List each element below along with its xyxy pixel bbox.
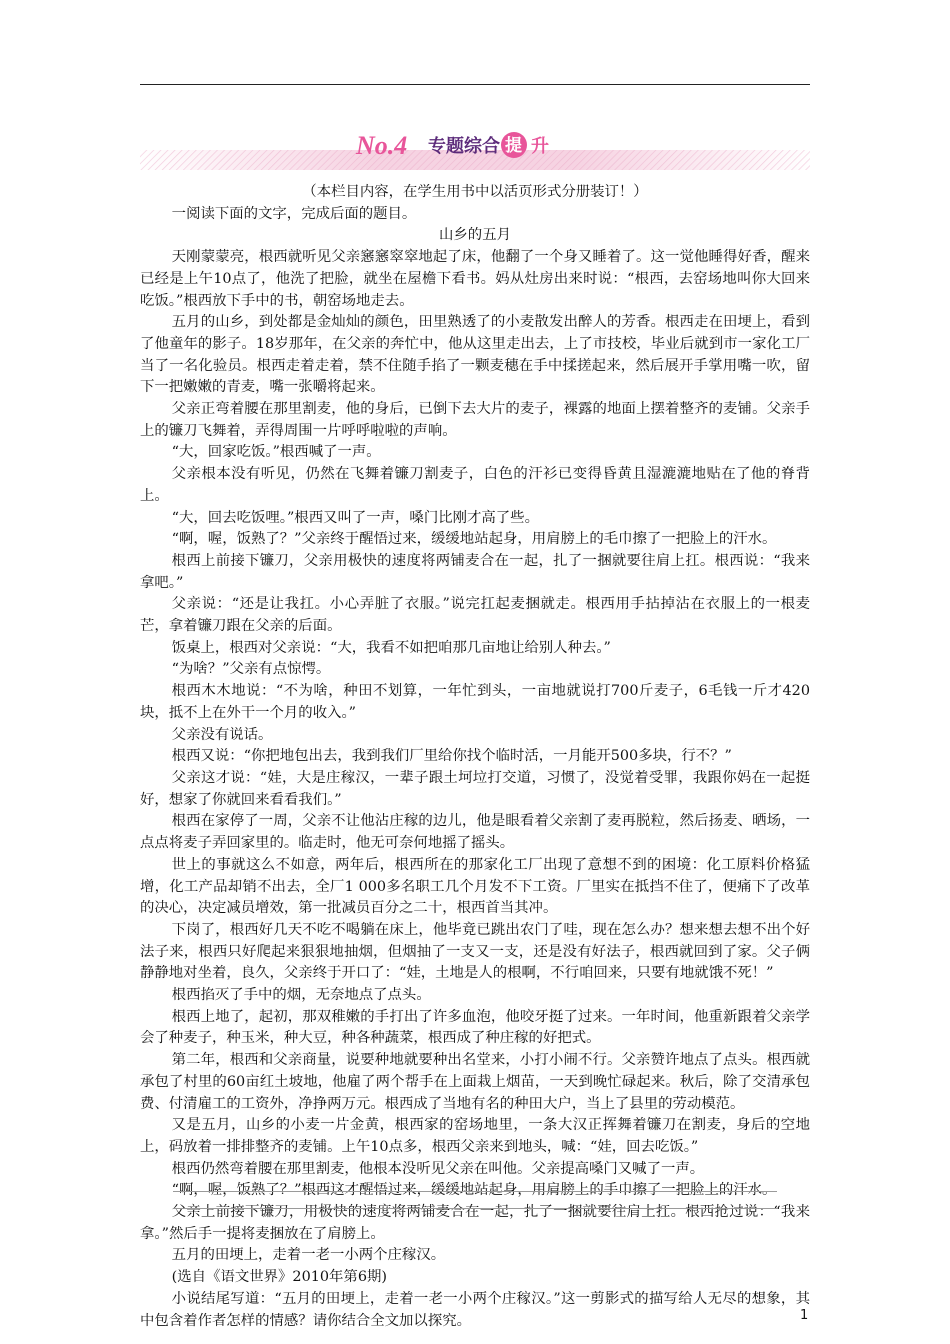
top-rule: [140, 84, 810, 85]
document-body: [140, 182, 810, 1332]
paragraph: 根西在家停了一周，父亲不让他沾庄稼的边儿，他是眼看着父亲割了麦再脱粒，然后扬麦、晒场，一点点将麦子弄回家里的。临走时，他无可奈何地摇了摇头。: [140, 813, 810, 852]
paragraph: 世上的事就这么不如意，两年后，根西所在的那家化工厂出现了意想不到的困境：化工原料价格猛增，化工产品却销不出去，全厂1 000多名职工几个月发不下工资。厂里实在抵挡不住了，便痛下了改革的决心，决定减员增效，第一批减员百分之二十，根西首当其冲。: [140, 856, 810, 917]
paragraph: “啊，喔，饭熟了？”根西这才醒悟过来，缓缓地站起身，用肩膀上的手巾擦了一把脸上的汗水。: [171, 1182, 777, 1199]
paragraph: 父亲没有说话。: [171, 726, 273, 743]
paragraph: 饭桌上，根西对父亲说：“大，我看不如把咱那几亩地让给别人种去。”: [171, 639, 611, 656]
section-banner: [140, 128, 810, 174]
paragraph: 父亲正弯着腰在那里割麦，他的身后，已倒下去大片的麦子，裸露的地面上摆着整齐的麦铺。父亲手上的镰刀飞舞着，弄得周围一片呼呼啦啦的声响。: [140, 401, 810, 439]
paragraph: 父亲这才说：“娃，大是庄稼汉，一辈子跟土坷垃打交道，习惯了，没觉着受罪，我跟你妈在一起挺好，想家了你就回来看看我们。”: [140, 769, 810, 808]
paragraph: 根西掐灭了手中的烟，无奈地点了点头。: [171, 987, 431, 1004]
paragraph: “大，回去吃饭哩。”根西又叫了一声，嗓门比刚才高了些。: [171, 509, 539, 526]
reading-instruction: 一阅读下面的文字，完成后面的题目。: [171, 205, 417, 222]
answer-line[interactable]: [173, 1191, 777, 1192]
paragraph: 五月的田埂上，走着一老一小两个庄稼汉。: [171, 1247, 446, 1264]
paragraph: 父亲上前接下镰刀，用极快的速度将两铺麦合在一起，扎了一捆就要往肩上扛。根西抢过说：“我来拿。”然后手一提将麦捆放在了肩膀上。: [140, 1204, 810, 1242]
paragraph: “啊，喔，饭熟了？”父亲终于醒悟过来，缓缓地站起身，用肩膀上的毛巾擦了一把脸上的汗水。: [171, 531, 777, 548]
banner-badge: 提: [505, 136, 522, 156]
paragraph: 根西上前接下镰刀，父亲用极快的速度将两铺麦合在一起，扎了一捆就要往肩上扛。根西说：“我来拿吧。”: [140, 552, 810, 591]
question: 小说结尾写道：“五月的田埂上，走着一老一小两个庄稼汉。”这一剪影式的描写给人无尽的想象，其中包含着作者怎样的情感？请你结合全文加以探究。: [140, 1290, 810, 1329]
paragraph: 根西又说：“你把地包出去，我到我们厂里给你找个临时活，一月能开500多块，行不？”: [171, 748, 732, 765]
story-title: 山乡的五月: [439, 227, 511, 244]
paragraph: “大，回家吃饭。”根西喊了一声。: [171, 444, 381, 461]
paragraph: 第二年，根西和父亲商量，说要种地就要种出名堂来，小打小闹不行。父亲赞许地点了点头。根西就承包了村里的60亩红土坡地，他雇了两个帮手在上面栽上烟苗，一天到晚忙碌起来。秋后，除了交清承包费、付清雇工的工资外，净挣两万元。根西成了当地有名的种田大户，当上了县里的劳动模范。: [140, 1052, 810, 1112]
paragraph: 根西上地了，起初，那双稚嫩的手打出了许多血泡，他咬牙挺了过来。一年时间，他重新跟着父亲学会了种麦子，种玉米，种大豆，种各种蔬菜，根西成了种庄稼的好把式。: [140, 1008, 810, 1047]
banner-no: No.4: [356, 131, 408, 160]
source-citation: (选自《语文世界》2010年第6期): [171, 1269, 387, 1286]
binding-note: （本栏目内容，在学生用书中以活页形式分册装订！）: [302, 184, 648, 200]
paragraph: 根西木木地说：“不为啥，种田不划算，一年忙到头，一亩地就说打700斤麦子，6毛钱一斤才420块，抵不上在外干一个月的收入。”: [140, 683, 810, 721]
paragraph: “为啥？”父亲有点惊愕。: [171, 661, 331, 678]
story-body: [140, 247, 810, 1267]
banner-title: 专题综合: [428, 136, 500, 157]
paragraph: 父亲说：“还是让我扛。小心弄脏了衣服。”说完扛起麦捆就走。根西用手拈掉沾在衣服上的一根麦芒，拿着镰刀跟在父亲的后面。: [140, 596, 810, 635]
paragraph: 父亲根本没有听见，仍然在飞舞着镰刀割麦子，白色的汗衫已变得昏黄且湿漉漉地贴在了他的脊背上。: [140, 466, 810, 504]
paragraph: 五月的山乡，到处都是金灿灿的颜色，田里熟透了的小麦散发出醉人的芳香。根西走在田埂上，看到了他童年的影子。18岁那年，在父亲的奔忙中，他从这里走出去，上了市技校，毕业后就到市一家化工厂当了一名化验员。根西走着走着，禁不住随手掐了一颗麦穗在手中揉搓起来，然后展开手掌用嘴一吹，留下一把嫩嫩的青麦，嘴一张嚼将起来。: [140, 314, 810, 396]
paragraph: 天刚蒙蒙亮，根西就听见父亲窸窸窣窣地起了床，他翻了一个身又睡着了。这一觉他睡得好香，醒来已经是上午10点了，他洗了把脸，就坐在屋檐下看书。妈从灶房出来时说：“根西，去窑场地叫你大回来吃饭。”根西放下手中的书，朝窑场地走去。: [140, 249, 810, 309]
paragraph: 又是五月，山乡的小麦一片金黄，根西家的窑场地里，一条大汉正挥舞着镰刀在割麦，身后的空地上，码放着一排排整齐的麦铺。上午10点多，根西父亲来到地头，喊：“娃，回去吃饭。”: [140, 1117, 810, 1155]
paragraph: 根西仍然弯着腰在那里割麦，他根本没听见父亲在叫他。父亲提高嗓门又喊了一声。: [171, 1160, 705, 1177]
banner-last: 升: [531, 136, 549, 157]
paragraph: 下岗了，根西好几天不吃不喝躺在床上，他毕竟已跳出农门了哇，现在怎么办？想来想去想不出个好法子来，根西只好爬起来狠狠地抽烟，但烟抽了一支又一支，还是没有好法子，根西就回到了家。父子俩静静地对坐着，良久，父亲终于开口了：“娃，土地是人的根啊，不行咱回来，只要有地就饿不死！”: [140, 921, 810, 982]
page-number: 1: [800, 1308, 809, 1323]
answer-line[interactable]: [173, 1208, 777, 1209]
banner-graphic: [140, 128, 810, 174]
